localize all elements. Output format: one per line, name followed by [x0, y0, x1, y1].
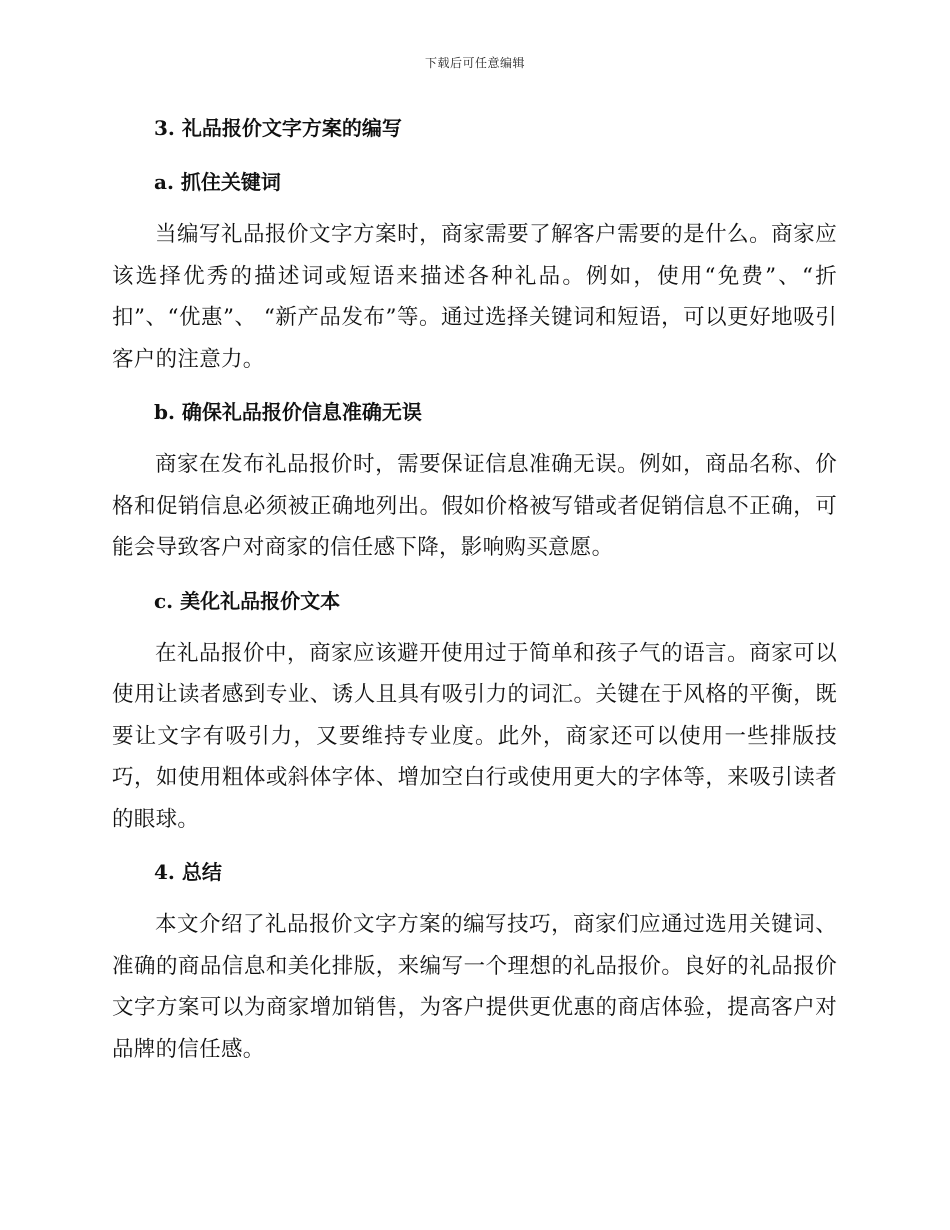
page-header-note: 下载后可任意编辑 [424, 56, 525, 70]
spacer [112, 148, 837, 162]
section-paragraph-a: 当编写礼品报价文字方案时，商家需要了解客户需要的是什么。商家应该选择优秀的描述词或短语来描述各种礼品。例如，使用“免费”、“折扣”、“优惠”、 “新产品发布”等。通过选择关键词和短语，可以更好地吸引客户的注意力。 [112, 222, 837, 372]
section-heading-b: b. 确保礼品报价信息准确无误 [154, 400, 422, 424]
document-body [112, 108, 837, 1082]
section-heading-a: a. 抓住关键词 [154, 170, 281, 194]
section-heading-3: 3. 礼品报价文字方案的编写 [154, 116, 402, 140]
section-paragraph-4: 本文介绍了礼品报价文字方案的编写技巧，商家们应通过选用关键词、准确的商品信息和美化排版，来编写一个理想的礼品报价。良好的礼品报价文字方案可以为商家增加销售，为客户提供更优惠的商店体验，提高客户对品牌的信任感。 [112, 912, 837, 1062]
section-heading-c: c. 美化礼品报价文本 [154, 588, 341, 613]
section-paragraph-b: 商家在发布礼品报价时，需要保证信息准确无误。例如，商品名称、价格和促销信息必须被正确地列出。假如价格被写错或者促销信息不正确，可能会导致客户对商家的信任感下降，影响购买意愿。 [112, 452, 837, 560]
section-paragraph-c: 在礼品报价中，商家应该避开使用过于简单和孩子气的语言。商家可以使用让读者感到专业、诱人且具有吸引力的词汇。关键在于风格的平衡，既要让文字有吸引力，又要维持专业度。此外，商家还可以使用一些排版技巧，如使用粗体或斜体字体、增加空白行或使用更大的字体等，来吸引读者的眼球。 [112, 640, 837, 832]
section-heading-4: 4. 总结 [154, 860, 222, 884]
